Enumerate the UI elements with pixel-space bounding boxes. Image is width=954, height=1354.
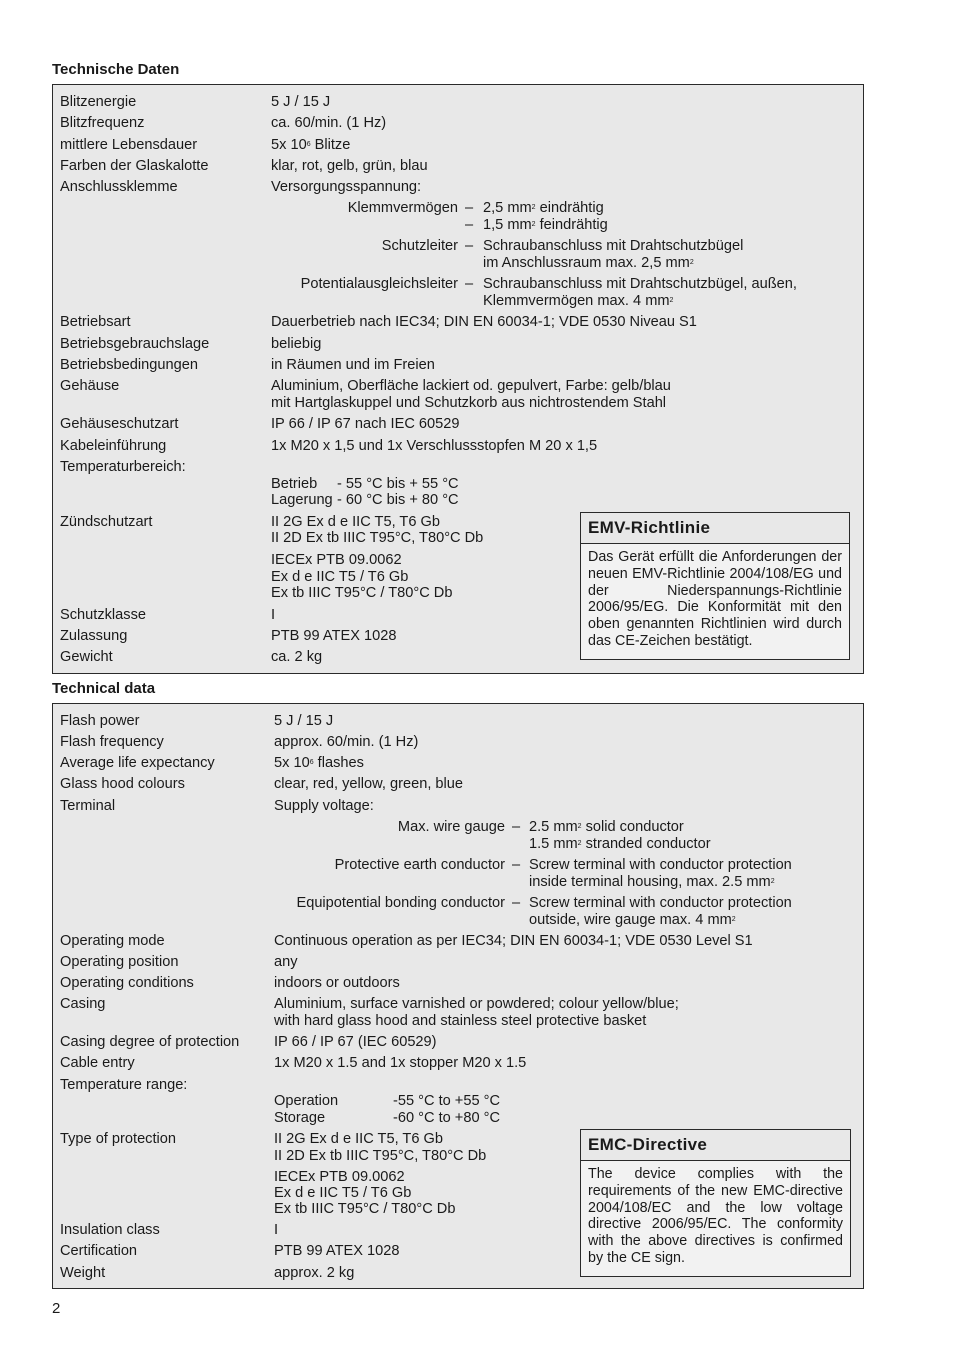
row-label: Schutzklasse <box>60 607 146 623</box>
row-value: Dauerbetrieb nach IEC34; DIN EN 60034-1; VDE 0530 Niveau S1 <box>271 314 697 330</box>
terminal-value: 2,5 $mm^2$ eindrähtig <box>483 200 604 216</box>
terminal-label: Max. wire gauge <box>397 819 505 835</box>
row-label: Insulation class <box>60 1222 160 1238</box>
row-label: Flash power <box>60 713 140 729</box>
iecex-line: IECEx PTB 09.0062 <box>271 552 402 568</box>
row-value: any <box>274 954 298 970</box>
emv-box-text: Das Gerät erfüllt die Anforderungen der neuen EMV-Richtlinie 2004/108/EG und der Niederspannungs-Richtlinie 2006/95/EG. Die Konformität mit den oben genannten Richtlinien wird durch das CE-Zeichen bestätigt. <box>588 549 842 649</box>
terminal-label: Protective earth conductor <box>334 857 505 873</box>
dash: – <box>465 200 474 216</box>
row-label: Gehäuse <box>60 378 120 394</box>
row-label: Gehäuseschutzart <box>60 416 179 432</box>
dash: – <box>465 217 474 233</box>
row-value: Supply voltage: <box>274 798 374 814</box>
terminal-value: 2.5 $mm^2$ solid conductor <box>529 819 684 835</box>
terminal-value: inside terminal housing, max. 2.5 $mm^2$ <box>529 874 775 890</box>
tech-data-panel-de <box>52 84 864 674</box>
terminal-value: Schraubanschluss mit Drahtschutzbügel <box>483 238 744 254</box>
protection-line: II 2G Ex d e IIC T5, T6 Gb <box>271 514 440 530</box>
row-label: Casing <box>60 996 106 1012</box>
row-value: Aluminium, surface varnished or powdered; colour yellow/blue; <box>274 996 679 1012</box>
row-label: Zulassung <box>60 628 128 644</box>
temp-value: - 60 °C bis + 80 °C <box>337 492 459 508</box>
iecex-line: Ex tb IIIC T95°C / T80°C Db <box>274 1201 456 1217</box>
iecex-line: Ex d e IIC T5 / T6 Gb <box>271 569 409 585</box>
terminal-value: 1,5 $mm^2$ feindrähtig <box>483 217 608 233</box>
temp-value: -60 °C to +80 °C <box>393 1110 500 1126</box>
row-value: 1x M20 x 1,5 und 1x Verschlussstopfen M 20 x 1,5 <box>271 438 598 454</box>
terminal-label: Schutzleiter <box>381 238 458 254</box>
row-label: Blitzfrequenz <box>60 115 145 131</box>
row-value: ca. 2 kg <box>271 649 323 665</box>
row-value: 5 J / 15 J <box>274 713 334 729</box>
row-label: Gewicht <box>60 649 113 665</box>
row-value: I <box>274 1222 279 1238</box>
terminal-label: Potentialausgleichsleiter <box>300 276 458 292</box>
dash: – <box>465 238 474 254</box>
row-label: Anschlussklemme <box>60 179 178 195</box>
row-value: Continuous operation as per IEC34; DIN EN 60034-1; VDE 0530 Level S1 <box>274 933 753 949</box>
row-value: 1x M20 x 1.5 and 1x stopper M20 x 1.5 <box>274 1055 527 1071</box>
iecex-line: Ex tb IIIC T95°C / T80°C Db <box>271 585 453 601</box>
emc-box-text: The device complies with the requirements of the new EMC-directive 2004/108/EC and the low voltage directive 2006/95/EC. The conformity with the above directives is confirmed by the CE sign. <box>588 1166 843 1266</box>
row-value: IP 66 / IP 67 (IEC 60529) <box>274 1034 437 1050</box>
row-label: Certification <box>60 1243 138 1259</box>
row-value: Versorgungsspannung: <box>271 179 422 195</box>
row-label: Operating conditions <box>60 975 194 991</box>
row-label: Average life expectancy <box>60 755 215 771</box>
row-value: approx. 60/min. (1 Hz) <box>274 734 419 750</box>
row-label: Operating position <box>60 954 179 970</box>
row-label: Casing degree of protection <box>60 1034 240 1050</box>
row-label: Temperature range: <box>60 1077 188 1093</box>
row-label: Cable entry <box>60 1055 135 1071</box>
row-value: with hard glass hood and stainless steel protective basket <box>274 1013 647 1029</box>
temp-value: - 55 °C bis + 55 °C <box>337 476 459 492</box>
tech-data-panel-en <box>52 703 864 1289</box>
terminal-value: outside, wire gauge max. 4 $mm^2$ <box>529 912 736 928</box>
terminal-label: Klemmvermögen <box>347 200 458 216</box>
terminal-value: Screw terminal with conductor protection <box>529 857 792 873</box>
temp-label: Lagerung <box>271 492 333 508</box>
emv-box-title: EMV-Richtlinie <box>581 513 849 544</box>
row-value: 5x $10^6$ Blitze <box>271 137 351 153</box>
page-number: 2 <box>52 1300 61 1317</box>
emc-directive-box <box>580 1129 851 1277</box>
row-value: beliebig <box>271 336 322 352</box>
row-value: PTB 99 ATEX 1028 <box>274 1243 400 1259</box>
row-label: Temperaturbereich: <box>60 459 186 475</box>
protection-line: II 2G Ex d e IIC T5, T6 Gb <box>274 1131 443 1147</box>
terminal-value: 1.5 $mm^2$ stranded conductor <box>529 836 711 852</box>
row-label: Type of protection <box>60 1131 177 1147</box>
row-value: 5 J / 15 J <box>271 94 331 110</box>
row-label: Glass hood colours <box>60 776 185 792</box>
row-label: Blitzenergie <box>60 94 137 110</box>
row-label: Flash frequency <box>60 734 164 750</box>
dash: – <box>512 819 521 835</box>
row-value: in Räumen und im Freien <box>271 357 435 373</box>
row-label: Kabeleinführung <box>60 438 167 454</box>
row-value: PTB 99 ATEX 1028 <box>271 628 397 644</box>
dash: – <box>465 276 474 292</box>
temp-label: Betrieb <box>271 476 318 492</box>
row-value: ca. 60/min. (1 Hz) <box>271 115 387 131</box>
row-label: Terminal <box>60 798 116 814</box>
protection-line: II 2D Ex tb IIIC T95°C, T80°C Db <box>271 530 484 546</box>
terminal-value: im Anschlussraum max. 2,5 $mm^2$ <box>483 255 694 271</box>
row-value: approx. 2 kg <box>274 1265 355 1281</box>
row-value: Aluminium, Oberfläche lackiert od. gepulvert, Farbe: gelb/blau <box>271 378 671 394</box>
row-value: I <box>271 607 276 623</box>
row-label: Betriebsgebrauchslage <box>60 336 210 352</box>
section-heading-en: Technical data <box>52 680 156 697</box>
temp-label: Storage <box>274 1110 326 1126</box>
row-value: 5x $10^6$ flashes <box>274 755 364 771</box>
dash: – <box>512 857 521 873</box>
row-label: Zündschutzart <box>60 514 153 530</box>
row-label: Farben der Glaskalotte <box>60 158 209 174</box>
emv-directive-box <box>580 512 850 660</box>
row-value: mit Hartglaskuppel und Schutzkorb aus nichtrostendem Stahl <box>271 395 667 411</box>
terminal-label: Equipotential bonding conductor <box>296 895 505 911</box>
row-label: mittlere Lebensdauer <box>60 137 198 153</box>
dash: – <box>512 895 521 911</box>
row-value: klar, rot, gelb, grün, blau <box>271 158 428 174</box>
terminal-value: Klemmvermögen max. 4 $mm^2$ <box>483 293 674 309</box>
emc-box-title: EMC-Directive <box>581 1130 850 1161</box>
terminal-value: Schraubanschluss mit Drahtschutzbügel, außen, <box>483 276 797 292</box>
row-label: Betriebsbedingungen <box>60 357 198 373</box>
row-label: Operating mode <box>60 933 165 949</box>
temp-label: Operation <box>274 1093 339 1109</box>
row-value: indoors or outdoors <box>274 975 400 991</box>
row-value: IP 66 / IP 67 nach IEC 60529 <box>271 416 460 432</box>
row-label: Betriebsart <box>60 314 131 330</box>
terminal-value: Screw terminal with conductor protection <box>529 895 792 911</box>
row-value: clear, red, yellow, green, blue <box>274 776 464 792</box>
row-label: Weight <box>60 1265 106 1281</box>
iecex-line: IECEx PTB 09.0062 <box>274 1169 405 1185</box>
section-heading-de: Technische Daten <box>52 61 180 78</box>
temp-value: -55 °C to +55 °C <box>393 1093 500 1109</box>
protection-line: II 2D Ex tb IIIC T95°C, T80°C Db <box>274 1148 487 1164</box>
iecex-line: Ex d e IIC T5 / T6 Gb <box>274 1185 412 1201</box>
